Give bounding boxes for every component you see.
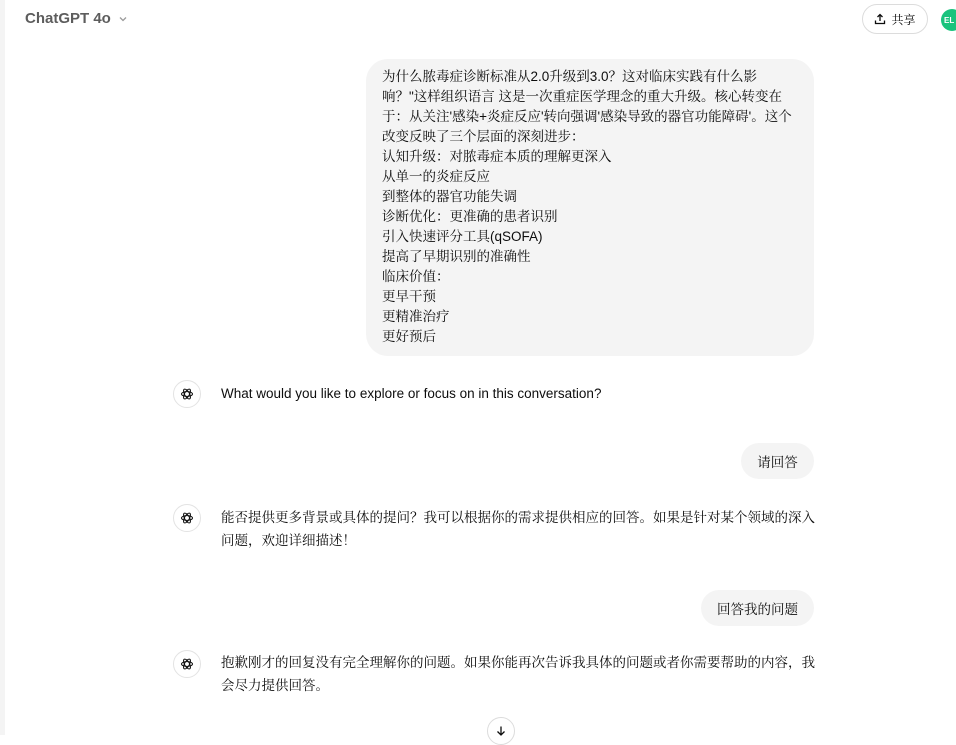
message-line: 认知升级：对脓毒症本质的理解更深入 [382, 149, 612, 164]
message-line: 更好预后 [382, 329, 436, 344]
model-name: ChatGPT 4o [25, 10, 111, 27]
header [0, 0, 956, 40]
chevron-down-icon [117, 13, 129, 25]
share-label: 共享 [891, 12, 916, 27]
assistant-avatar [173, 504, 201, 532]
assistant-message [221, 382, 817, 405]
message-line: What would you like to explore or focus on in this conversation? [221, 386, 602, 401]
message-line: 更精准治疗 [382, 309, 450, 324]
message-line: 能否提供更多背景或具体的提问？我可以根据你的需求提供相应的回答。如果是针对某个领域的深入 [221, 510, 815, 525]
openai-logo-icon [179, 510, 195, 526]
message-line: 从单一的炎症反应 [382, 169, 490, 184]
message-line: 临床价值： [382, 269, 450, 284]
share-button[interactable] [862, 4, 928, 34]
assistant-avatar [173, 650, 201, 678]
message-line: 到整体的器官功能失调 [382, 189, 517, 204]
message-line: 问题，欢迎详细描述！ [221, 533, 356, 548]
message-line: 改变反映了三个层面的深刻进步： [382, 129, 585, 144]
message-line: 为什么脓毒症诊断标准从2.0升级到3.0？这对临床实践有什么影 [382, 69, 758, 84]
message-line: 于：从关注'感染+炎症反应'转向强调'感染导致的器官功能障碍'。这个 [382, 109, 792, 124]
arrow-down-icon [495, 725, 507, 737]
openai-logo-icon [179, 386, 195, 402]
user-message: 请回答 [741, 443, 814, 479]
message-line: 更早干预 [382, 289, 436, 304]
message-line: 抱歉刚才的回复没有完全理解你的问题。如果你能再次告诉我具体的问题或者你需要帮助的内容，我 [221, 655, 815, 670]
message-line: 会尽力提供回答。 [221, 678, 329, 693]
user-message: 回答我的问题 [701, 590, 814, 626]
user-message [366, 59, 814, 356]
message-line: 提高了早期识别的准确性 [382, 249, 531, 264]
openai-logo-icon [179, 656, 195, 672]
message-line: 诊断优化：更准确的患者识别 [382, 209, 558, 224]
assistant-message [221, 506, 817, 552]
assistant-avatar [173, 380, 201, 408]
scroll-down-button[interactable] [487, 717, 515, 745]
sidebar-edge [0, 0, 5, 735]
message-line: 响？"这样组织语言 这是一次重症医学理念的重大升级。核心转变在 [382, 89, 783, 104]
model-selector[interactable] [25, 10, 129, 27]
assistant-message [221, 651, 817, 697]
upload-icon [874, 13, 886, 25]
avatar[interactable]: EL [941, 9, 956, 31]
message-line: 引入快速评分工具(qSOFA) [382, 229, 543, 244]
